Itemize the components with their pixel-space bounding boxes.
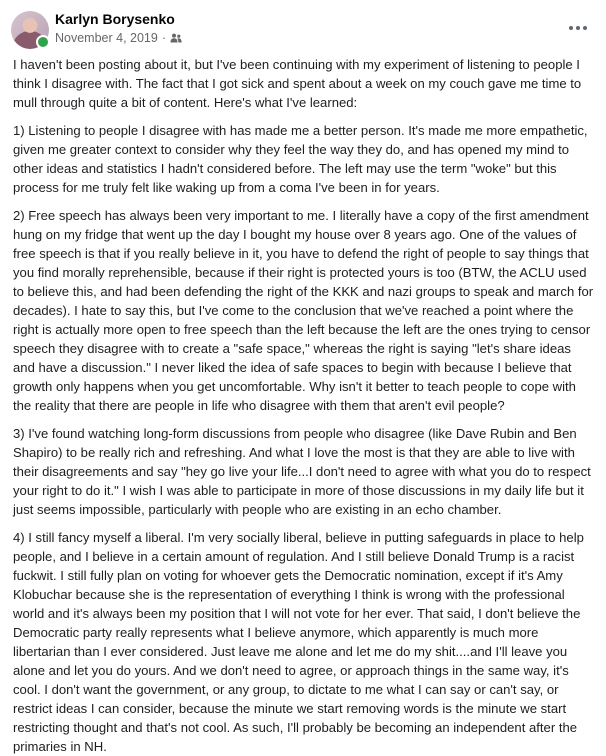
more-dot bbox=[583, 26, 587, 30]
more-options-button[interactable] bbox=[566, 22, 590, 34]
online-status-indicator bbox=[36, 35, 50, 49]
friends-icon[interactable] bbox=[170, 33, 182, 43]
post-paragraph-intro: I haven't been posting about it, but I've been continuing with my experiment of listening to people I think I disagree with. The fact that I got sick and spent about a week on my couch gave me time to mull through quite a bit of content. Here's what I've learned: bbox=[13, 57, 582, 110]
author-name[interactable]: Karlyn Borysenko bbox=[55, 11, 175, 27]
post-header bbox=[0, 0, 606, 56]
meta-separator: · bbox=[161, 31, 167, 45]
post-paragraph-4: 4) I still fancy myself a liberal. I'm very socially liberal, believe in putting safeguards in place to help people, and I believe in a certain amount of regulation. And I still believe Donald Trump is a racist fuckwit. I still fully plan on voting for whoever gets the Democratic nomination, except if it's Amy Klobuchar because she is the representation of everything I think is wrong with the professional world and it's always been my position that I will not vote for her ever. That said, I don't believe the Democratic party really represents what I believe anymore, which apparently is much more libertarian than I ever considered. Just leave me alone and let me do my shit....and I'll leave you alone and let you do yours. And we don't need to agree, or approach things in the same way, it's cool. I don't want the government, or any group, to dictate to me what I can say or can't say, or restrict ideas I can consider, because the minute we start removing words is the minute we start restricting thought and that's not cool. As such, I'll probably be becoming an independent after the primaries in NH. bbox=[13, 530, 584, 754]
author-avatar-wrapper[interactable] bbox=[11, 11, 49, 49]
more-dot bbox=[569, 26, 573, 30]
post-meta bbox=[55, 31, 182, 45]
post-paragraph-2: 2) Free speech has always been very important to me. I literally have a copy of the first amendment hung on my fridge that went up the day I bought my house over 8 years ago. One of the values of free speech is that if you really believe in it, you have to defend the right of people to say things that you find morally reprehensible, because if their right is protected yours is too (BTW, the ACLU used to believe this, and had been defending the right of the KKK and nazi groups to speak and march for decades). I hate to say this, but I've come to the conclusion that we've reached a point where the right is actually more open to free speech than the left because the left are the ones trying to censor speech they disagree with to create a "safe space," whereas the right is saying "let's share ideas and have a discussion." I never liked the idea of safe spaces to begin with because I believe that growth only happens when you get uncomfortable. Why isn't it better to teach people to cope with the reality that there are people in life who disagree with them that aren't evil people? bbox=[13, 208, 594, 413]
post-date[interactable]: November 4, 2019 bbox=[55, 31, 158, 45]
post-paragraph-1: 1) Listening to people I disagree with has made me a better person. It's made me more empathetic, given me greater context to consider why they feel the way they do, and has opened my mind to other ideas and statistics I hadn't considered before. The left may use the term "woke" but this process for me truly felt like waking up from a coma I've been in for years. bbox=[13, 123, 588, 195]
post-paragraph-3: 3) I've found watching long-form discussions from people who disagree (like Dave Rubin and Ben Shapiro) to be really rich and refreshing. And what I love the most is that they are able to live with their disagreements and say "hey go live your life...I don't need to agree with what you do to respect your right to do it." I wish I was able to participate in more of those discussions in my daily life but it just seems impossible, particularly with people who are existing in an echo chamber. bbox=[13, 426, 591, 517]
more-dot bbox=[576, 26, 580, 30]
post-body bbox=[13, 55, 595, 756]
